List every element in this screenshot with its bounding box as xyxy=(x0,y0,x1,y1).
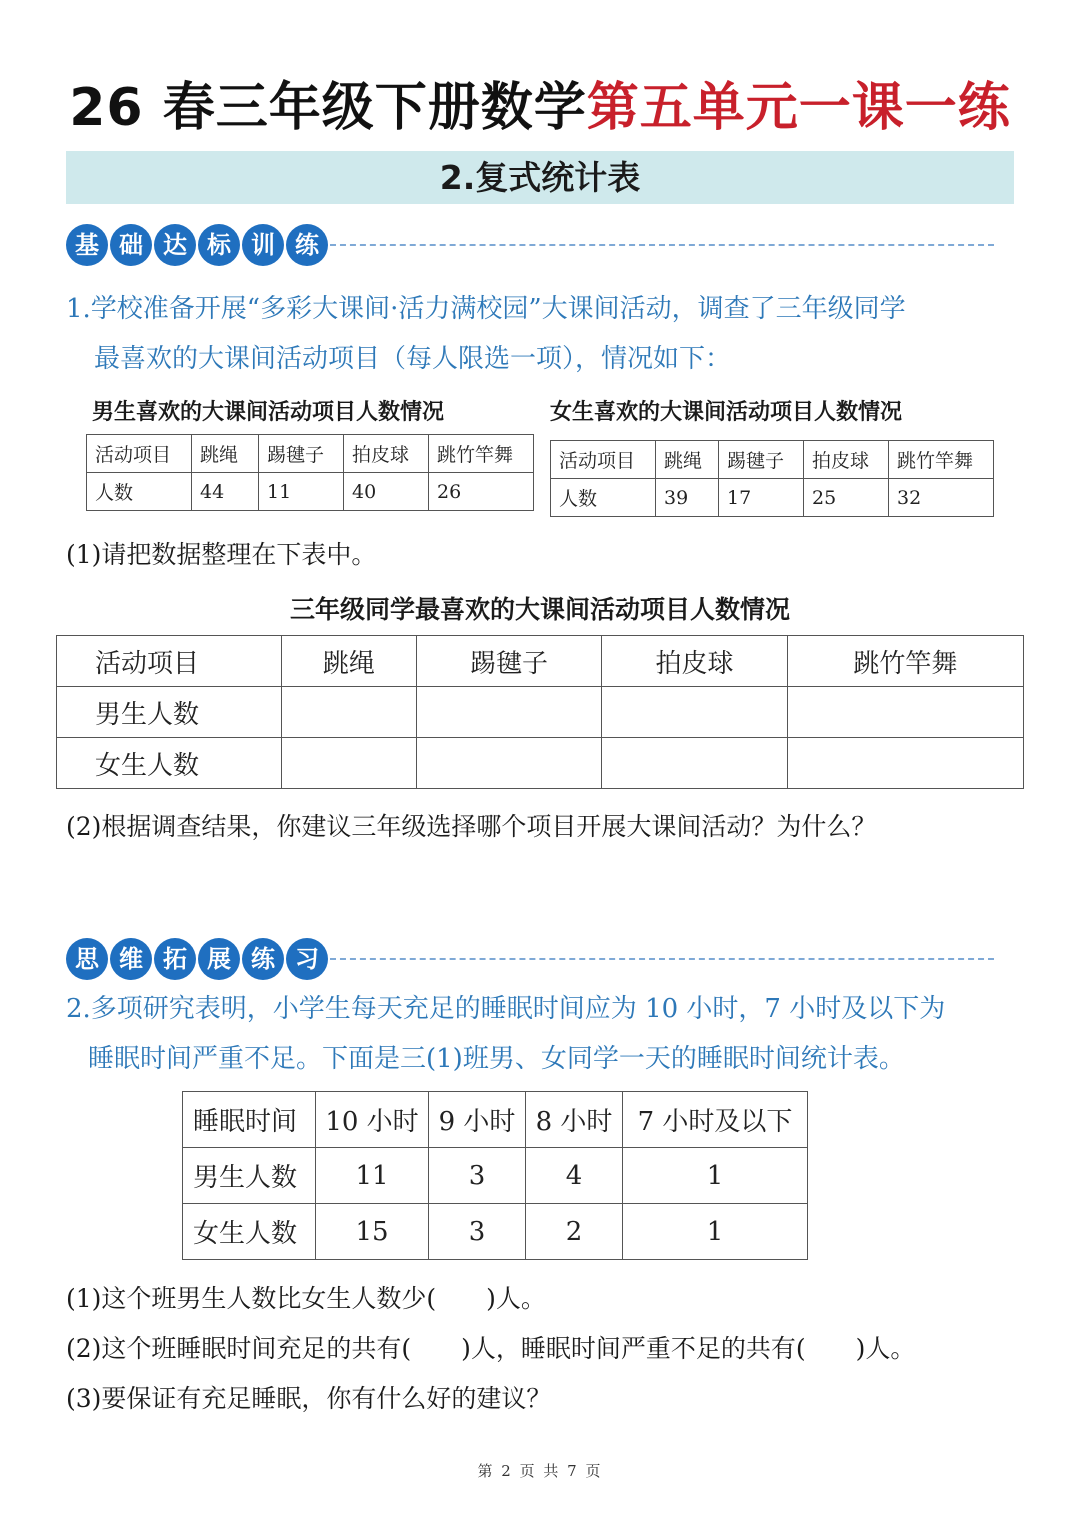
answer-cell[interactable] xyxy=(416,738,602,789)
table-cell: 11 xyxy=(259,473,344,511)
table-cell: 10 小时 xyxy=(316,1092,429,1148)
table-cell: 32 xyxy=(889,479,994,517)
table-cell: 25 xyxy=(804,479,889,517)
table-cell: 男生人数 xyxy=(57,687,282,738)
boys-table-caption: 男生喜欢的大课间活动项目人数情况 xyxy=(92,400,445,425)
combined-table-caption: 三年级同学最喜欢的大课间活动项目人数情况 xyxy=(289,595,790,624)
table-cell: 17 xyxy=(719,479,804,517)
table-row xyxy=(183,1204,808,1260)
table-row xyxy=(57,738,1024,789)
section-char: 展 xyxy=(198,938,240,980)
table-cell: 跳绳 xyxy=(656,441,719,479)
table-cell: 15 xyxy=(316,1204,429,1260)
page-number: 第 2 页 共 7 页 xyxy=(477,1462,603,1480)
table-header-row xyxy=(87,435,534,473)
girls-activity-table xyxy=(550,440,994,517)
table-cell: 8 小时 xyxy=(526,1092,623,1148)
table-cell: 踢毽子 xyxy=(259,435,344,473)
table-cell: 2 xyxy=(526,1204,623,1260)
section-thinking-extension xyxy=(66,938,996,982)
table-cell: 7 小时及以下 xyxy=(623,1092,808,1148)
question-1-part1: (1)请把数据整理在下表中。 xyxy=(66,540,377,569)
table-cell: 跳竹竿舞 xyxy=(429,435,534,473)
table-cell: 拍皮球 xyxy=(602,636,788,687)
answer-cell[interactable] xyxy=(602,687,788,738)
section-char: 思 xyxy=(66,938,108,980)
table-cell: 39 xyxy=(656,479,719,517)
table-cell: 拍皮球 xyxy=(804,441,889,479)
table-cell: 4 xyxy=(526,1148,623,1204)
dashed-divider xyxy=(330,244,994,246)
table-cell: 26 xyxy=(429,473,534,511)
table-cell: 男生人数 xyxy=(183,1148,316,1204)
question-2-part2: (2)这个班睡眠时间充足的共有( )人，睡眠时间严重不足的共有( )人。 xyxy=(66,1334,916,1363)
answer-cell[interactable] xyxy=(602,738,788,789)
dashed-divider xyxy=(330,958,994,960)
lesson-subtitle: 2.复式统计表 xyxy=(66,151,1014,204)
table-cell: 女生人数 xyxy=(57,738,282,789)
section-char: 习 xyxy=(286,938,328,980)
table-cell: 人数 xyxy=(87,473,192,511)
answer-cell[interactable] xyxy=(787,738,1023,789)
table-header-row xyxy=(551,441,994,479)
table-row xyxy=(551,479,994,517)
title-unit: 第五单元一课一练 xyxy=(586,78,1011,138)
answer-cell[interactable] xyxy=(282,738,417,789)
table-cell: 11 xyxy=(316,1148,429,1204)
table-cell: 女生人数 xyxy=(183,1204,316,1260)
table-cell: 3 xyxy=(429,1204,526,1260)
combined-activity-table xyxy=(56,635,1024,789)
section-char: 达 xyxy=(154,224,196,266)
table-cell: 活动项目 xyxy=(57,636,282,687)
boys-activity-table xyxy=(86,434,534,511)
table-cell: 睡眠时间 xyxy=(183,1092,316,1148)
section-char: 础 xyxy=(110,224,152,266)
answer-cell[interactable] xyxy=(787,687,1023,738)
table-cell: 1 xyxy=(623,1204,808,1260)
table-cell: 跳竹竿舞 xyxy=(787,636,1023,687)
question-2-line2: 睡眠时间严重不足。下面是三(1)班男、女同学一天的睡眠时间统计表。 xyxy=(88,1044,905,1074)
table-cell: 跳绳 xyxy=(282,636,417,687)
question-2-part3: (3)要保证有充足睡眠，你有什么好的建议？ xyxy=(66,1384,552,1413)
section-char: 练 xyxy=(242,938,284,980)
table-cell: 踢毽子 xyxy=(719,441,804,479)
answer-cell[interactable] xyxy=(416,687,602,738)
table-header-row xyxy=(183,1092,808,1148)
title-main: 26 春三年级下册数学 xyxy=(69,78,587,138)
table-cell: 44 xyxy=(192,473,259,511)
table-cell: 跳竹竿舞 xyxy=(889,441,994,479)
section-char: 基 xyxy=(66,224,108,266)
table-row xyxy=(57,687,1024,738)
table-header-row xyxy=(57,636,1024,687)
table-cell: 40 xyxy=(344,473,429,511)
question-1-line2: 最喜欢的大课间活动项目（每人限选一项），情况如下： xyxy=(94,344,732,374)
question-1-line1: 1.学校准备开展“多彩大课间·活力满校园”大课间活动，调查了三年级同学 xyxy=(66,294,906,324)
table-cell: 人数 xyxy=(551,479,656,517)
question-1-part2: (2)根据调查结果，你建议三年级选择哪个项目开展大课间活动？为什么？ xyxy=(66,812,877,841)
answer-cell[interactable] xyxy=(282,687,417,738)
table-cell: 9 小时 xyxy=(429,1092,526,1148)
page-title xyxy=(0,78,1080,138)
table-cell: 3 xyxy=(429,1148,526,1204)
table-cell: 活动项目 xyxy=(551,441,656,479)
section-char: 标 xyxy=(198,224,240,266)
question-2-part1: (1)这个班男生人数比女生人数少( )人。 xyxy=(66,1284,546,1313)
table-cell: 拍皮球 xyxy=(344,435,429,473)
section-char: 拓 xyxy=(154,938,196,980)
girls-table-caption: 女生喜欢的大课间活动项目人数情况 xyxy=(550,400,903,425)
section-basic-training xyxy=(66,224,996,268)
table-cell: 跳绳 xyxy=(192,435,259,473)
sleep-time-table xyxy=(182,1091,808,1260)
table-row xyxy=(87,473,534,511)
section-char: 维 xyxy=(110,938,152,980)
table-cell: 1 xyxy=(623,1148,808,1204)
section-char: 训 xyxy=(242,224,284,266)
table-cell: 踢毽子 xyxy=(416,636,602,687)
table-cell: 活动项目 xyxy=(87,435,192,473)
question-2-line1: 2.多项研究表明，小学生每天充足的睡眠时间应为 10 小时，7 小时及以下为 xyxy=(66,994,946,1024)
section-char: 练 xyxy=(286,224,328,266)
table-row xyxy=(183,1148,808,1204)
